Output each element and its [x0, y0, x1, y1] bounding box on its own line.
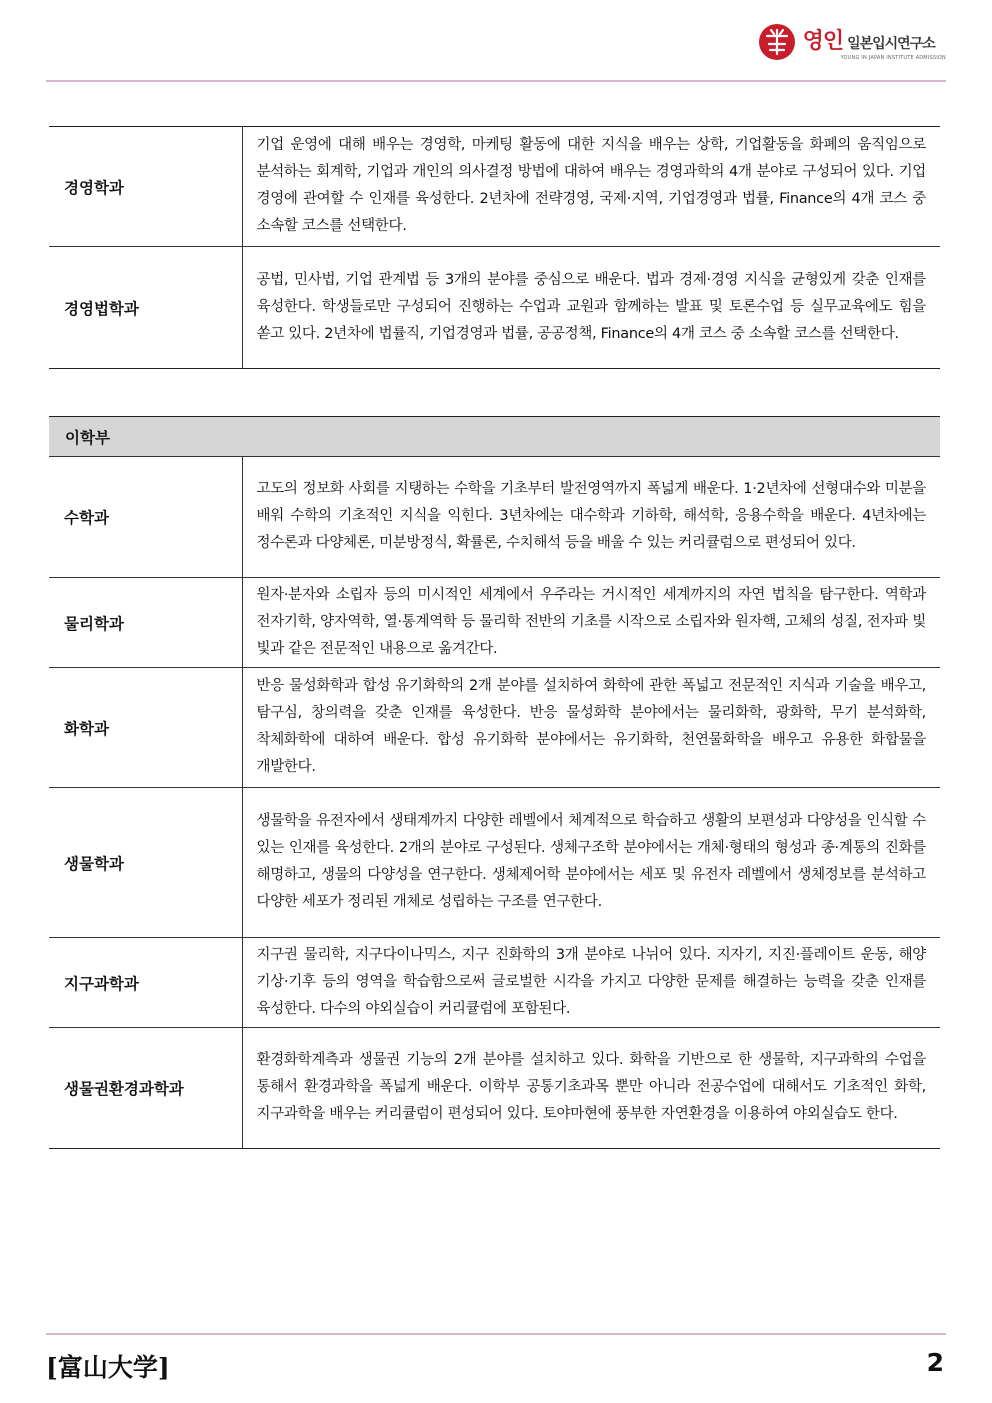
table-row — [49, 457, 940, 578]
science-department-table — [49, 416, 940, 1149]
department-description: 환경화학계측과 생물권 기능의 2개 분야를 설치하고 있다. 화학을 기반으로 한 생물학, 지구과학의 수업을 통해서 환경과학을 폭넓게 배운다. 이학부 공통기초과목 뿐만 아니라 전공수업에 대해서도 기초적인 화학, 지구과학을 배우는 커리큘럼이 편성되어 있다. 토야마현에 풍부한 자연환경을 이용하여 야외실습도 한다. — [242, 1028, 940, 1149]
department-description: 공법, 민사법, 기업 관계법 등 3개의 분야를 중심으로 배운다. 법과 경제·경영 지식을 균형있게 갖춘 인재를 육성한다. 학생들로만 구성되어 진행하는 수업과 교원과 함께하는 발표 및 토론수업 등 실무교육에도 힘을 쏟고 있다. 2년차에 법률직, 기업경영과 법률, 공공정책, Finance의 4개 코스 중 소속할 코스를 선택한다. — [242, 247, 940, 369]
department-description: 원자·분자와 소립자 등의 미시적인 세계에서 우주라는 거시적인 세계까지의 자연 법칙을 탐구한다. 역학과 전자기학, 양자역학, 열·통계역학 등 물리학 전반의 기초를 시작으로 소립자와 원자핵, 고체의 성질, 전자파 빛 빛과 같은 전문적인 내용으로 옮겨간다. — [242, 578, 940, 668]
table-row — [49, 1028, 940, 1149]
department-name: 수학과 — [49, 457, 242, 578]
department-name: 화학과 — [49, 668, 242, 788]
section-title: 이학부 — [49, 417, 940, 457]
footer-divider — [46, 1333, 946, 1335]
table-row — [49, 668, 940, 788]
department-description: 지구권 물리학, 지구다이나믹스, 지구 진화학의 3개 분야로 나뉘어 있다. 지자기, 지진·플레이트 운동, 해양 기상·기후 등의 영역을 학습함으로써 글로벌한 시각을 가지고 다양한 문제를 해결하는 능력을 갖춘 인재를 육성한다. 다수의 야외실습이 커리큘럼에 포함된다. — [242, 938, 940, 1028]
table-row — [49, 127, 940, 247]
department-name: 경영법학과 — [49, 247, 242, 369]
department-description: 반응 물성화학과 합성 유기화학의 2개 분야를 설치하여 화학에 관한 폭넓고 전문적인 지식과 기술을 배우고, 탐구심, 창의력을 갖춘 인재를 육성한다. 반응 물성화학 분야에서는 물리화학, 광화학, 무기 분석화학, 착체화학에 대하여 배운다. 합성 유기화학 분야에서는 유기화학, 천연물화학을 배우고 유용한 화합물을 개발한다. — [242, 668, 940, 788]
page-number: 2 — [926, 1348, 944, 1377]
table-row — [49, 247, 940, 369]
department-name: 지구과학과 — [49, 938, 242, 1028]
logo-english: YOUNG IN JAPAN INSTITUTE ADMISSION — [840, 54, 946, 61]
department-description: 기업 운영에 대해 배우는 경영학, 마케팅 활동에 대한 지식을 배우는 상학, 기업활동을 화폐의 움직임으로 분석하는 회계학, 기업과 개인의 의사결정 방법에 대하여 배우는 경영과학의 4개 분야로 구성되어 있다. 기업 경영에 관여할 수 인재를 육성한다. 2년차에 전략경영, 국제·지역, 기업경영과 법률, Finance의 4개 코스 중 소속할 코스를 선택한다. — [242, 127, 940, 247]
logo-subtitle: 일본입시연구소 — [847, 35, 935, 52]
department-name: 물리학과 — [49, 578, 242, 668]
footer-university-name: [富山大学] — [46, 1353, 170, 1382]
table-row — [49, 788, 940, 938]
logo — [757, 20, 946, 64]
department-name: 경영학과 — [49, 127, 242, 247]
page-header — [0, 0, 992, 82]
logo-brand: 영인 — [802, 28, 844, 54]
table-row — [49, 578, 940, 668]
department-description: 생물학을 유전자에서 생태계까지 다양한 레벨에서 체계적으로 학습하고 생활의 보편성과 다양성을 인식할 수 있는 인재를 육성한다. 2개의 분야로 구성된다. 생체구조학 분야에서는 개체·형태의 형성과 종·계통의 진화를 해명하고, 생물의 다양성을 연구한다. 생체제어학 분야에서는 세포 및 유전자 레벨에서 생체정보를 분석하고 다양한 세포가 정리된 개체로 성립하는 구조를 연구한다. — [242, 788, 940, 938]
table-row — [49, 938, 940, 1028]
business-department-table — [49, 126, 940, 369]
section-header-row — [49, 417, 940, 457]
header-divider — [46, 80, 946, 82]
department-name: 생물권환경과학과 — [49, 1028, 242, 1149]
logo-seal-icon — [757, 22, 797, 62]
department-description: 고도의 정보화 사회를 지탱하는 수학을 기초부터 발전영역까지 폭넓게 배운다. 1·2년차에 선형대수와 미분을 배워 수학의 기초적인 지식을 익힌다. 3년차에는 대수학과 기하학, 해석학, 응용수학을 배운다. 4년차에는 정수론과 다양체론, 미분방정식, 확률론, 수치해석 등을 배울 수 있는 커리큘럼으로 편성되어 있다. — [242, 457, 940, 578]
department-name: 생물학과 — [49, 788, 242, 938]
